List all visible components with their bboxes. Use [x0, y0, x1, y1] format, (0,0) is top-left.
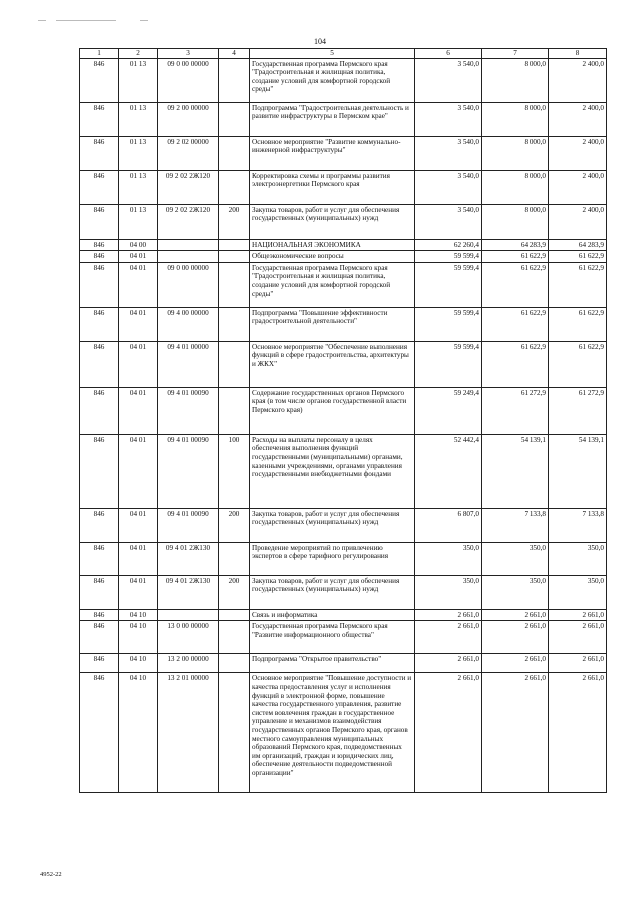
cell-target-article: 09 4 00 00000	[158, 307, 219, 341]
cell-amount-col6: 2 661,0	[415, 654, 482, 673]
table-row	[80, 102, 607, 136]
cell-admin-code: 846	[80, 575, 119, 609]
cell-target-article: 09 4 01 00090	[158, 434, 219, 508]
cell-target-article: 09 4 01 00090	[158, 387, 219, 434]
cell-amount-col6: 59 249,4	[415, 387, 482, 434]
cell-amount-col6: 59 599,4	[415, 307, 482, 341]
cell-amount-col8: 54 139,1	[549, 434, 607, 508]
table-row	[80, 434, 607, 508]
cell-target-article: 09 4 01 00090	[158, 508, 219, 542]
cell-section: 04 01	[119, 262, 158, 307]
cell-target-article	[158, 239, 219, 251]
cell-name: Общеэкономические вопросы	[250, 251, 415, 263]
cell-section: 04 01	[119, 575, 158, 609]
cell-amount-col7: 350,0	[482, 575, 549, 609]
cell-name: Проведение мероприятий по привлечению экспертов в сфере тарифного регулирования	[250, 542, 415, 575]
cell-target-article: 09 4 01 00000	[158, 341, 219, 387]
cell-admin-code: 846	[80, 251, 119, 263]
table-row	[80, 136, 607, 170]
cell-amount-col8: 2 400,0	[549, 204, 607, 239]
cell-admin-code: 846	[80, 136, 119, 170]
cell-target-article	[158, 609, 219, 621]
cell-amount-col6: 350,0	[415, 542, 482, 575]
cell-name: Расходы на выплаты персоналу в целях обеспечения выполнения функций государственными (муниципальными) органами, казенными учреждениями, органами управления государственными внебюджетными фондами	[250, 434, 415, 508]
column-header: 6	[415, 49, 482, 59]
cell-section: 01 13	[119, 170, 158, 204]
cell-target-article: 09 2 00 00000	[158, 102, 219, 136]
table-row	[80, 262, 607, 307]
cell-amount-col8: 61 272,9	[549, 387, 607, 434]
cell-amount-col7: 61 622,9	[482, 307, 549, 341]
cell-section: 04 10	[119, 654, 158, 673]
cell-amount-col8: 61 622,9	[549, 307, 607, 341]
cell-target-article	[158, 251, 219, 263]
cell-target-article: 09 2 02 2Ж120	[158, 204, 219, 239]
cell-expense-type	[219, 307, 250, 341]
cell-expense-type	[219, 251, 250, 263]
cell-name: Основное мероприятие "Повышение доступности и качества предоставления услуг и исполнения функций в электронной форме, повышение качества государственного управления, развитие систем вовлечения граждан в государственное управление и механизмов взаимодействия государственных органов Пермского края, органов местного самоуправления муниципальных образований Пермского края, подведомственных им организаций, граждан и юридических лиц, обеспечение деятельности подведомственной организации"	[250, 673, 415, 793]
cell-amount-col8: 2 661,0	[549, 621, 607, 654]
cell-admin-code: 846	[80, 621, 119, 654]
cell-expense-type	[219, 654, 250, 673]
cell-amount-col7: 2 661,0	[482, 609, 549, 621]
table-row	[80, 170, 607, 204]
cell-name: НАЦИОНАЛЬНАЯ ЭКОНОМИКА	[250, 239, 415, 251]
cell-amount-col7: 64 283,9	[482, 239, 549, 251]
cell-target-article: 13 0 00 00000	[158, 621, 219, 654]
cell-target-article: 09 2 02 2Ж120	[158, 170, 219, 204]
cell-section: 04 01	[119, 434, 158, 508]
cell-admin-code: 846	[80, 673, 119, 793]
cell-expense-type	[219, 387, 250, 434]
cell-expense-type: 200	[219, 508, 250, 542]
cell-section: 01 13	[119, 136, 158, 170]
scan-mark	[38, 20, 46, 21]
cell-amount-col8: 2 661,0	[549, 609, 607, 621]
cell-section: 04 01	[119, 251, 158, 263]
cell-amount-col6: 350,0	[415, 575, 482, 609]
cell-amount-col7: 61 272,9	[482, 387, 549, 434]
cell-name: Содержание государственных органов Пермского края (в том числе органов государственной власти Пермского края)	[250, 387, 415, 434]
cell-admin-code: 846	[80, 387, 119, 434]
cell-name: Государственная программа Пермского края "Градостроительная и жилищная политика, создание условий для комфортной городской среды"	[250, 58, 415, 102]
cell-amount-col8: 350,0	[549, 575, 607, 609]
cell-section: 01 13	[119, 102, 158, 136]
cell-section: 04 00	[119, 239, 158, 251]
table-row	[80, 239, 607, 251]
cell-amount-col6: 62 260,4	[415, 239, 482, 251]
cell-target-article: 13 2 00 00000	[158, 654, 219, 673]
column-header: 5	[250, 49, 415, 59]
cell-expense-type	[219, 170, 250, 204]
cell-amount-col6: 3 540,0	[415, 170, 482, 204]
cell-amount-col8: 7 133,8	[549, 508, 607, 542]
cell-target-article: 09 2 02 00000	[158, 136, 219, 170]
cell-name: Государственная программа Пермского края "Развитие информационного общества"	[250, 621, 415, 654]
cell-admin-code: 846	[80, 239, 119, 251]
table-row	[80, 609, 607, 621]
cell-name: Подпрограмма "Градостроительная деятельность и развитие инфраструктуры в Пермском крае"	[250, 102, 415, 136]
cell-expense-type	[219, 102, 250, 136]
cell-amount-col7: 61 622,9	[482, 262, 549, 307]
cell-name: Основное мероприятие "Развитие коммунально-инженерной инфраструктуры"	[250, 136, 415, 170]
table-row	[80, 673, 607, 793]
cell-name: Связь и информатика	[250, 609, 415, 621]
cell-amount-col6: 59 599,4	[415, 262, 482, 307]
cell-amount-col8: 2 661,0	[549, 654, 607, 673]
cell-expense-type	[219, 239, 250, 251]
cell-amount-col8: 2 400,0	[549, 58, 607, 102]
cell-amount-col7: 2 661,0	[482, 673, 549, 793]
cell-section: 04 01	[119, 387, 158, 434]
cell-expense-type: 200	[219, 204, 250, 239]
cell-admin-code: 846	[80, 204, 119, 239]
cell-admin-code: 846	[80, 508, 119, 542]
cell-amount-col7: 8 000,0	[482, 136, 549, 170]
table-row	[80, 387, 607, 434]
table-row	[80, 251, 607, 263]
cell-amount-col6: 3 540,0	[415, 58, 482, 102]
cell-expense-type	[219, 673, 250, 793]
cell-amount-col7: 2 661,0	[482, 621, 549, 654]
cell-section: 04 10	[119, 621, 158, 654]
cell-amount-col6: 6 807,0	[415, 508, 482, 542]
cell-section: 04 10	[119, 673, 158, 793]
cell-amount-col6: 2 661,0	[415, 621, 482, 654]
cell-amount-col6: 2 661,0	[415, 609, 482, 621]
table-row	[80, 307, 607, 341]
cell-amount-col8: 350,0	[549, 542, 607, 575]
cell-amount-col8: 64 283,9	[549, 239, 607, 251]
column-header: 8	[549, 49, 607, 59]
cell-admin-code: 846	[80, 609, 119, 621]
cell-expense-type	[219, 341, 250, 387]
cell-expense-type: 100	[219, 434, 250, 508]
cell-amount-col8: 2 400,0	[549, 136, 607, 170]
table-row	[80, 204, 607, 239]
cell-section: 04 01	[119, 508, 158, 542]
cell-name: Закупка товаров, работ и услуг для обеспечения государственных (муниципальных) нужд	[250, 204, 415, 239]
cell-target-article: 09 4 01 2Ж130	[158, 542, 219, 575]
table-row	[80, 542, 607, 575]
cell-amount-col7: 8 000,0	[482, 170, 549, 204]
cell-expense-type	[219, 58, 250, 102]
cell-target-article: 09 4 01 2Ж130	[158, 575, 219, 609]
table-row	[80, 654, 607, 673]
cell-admin-code: 846	[80, 654, 119, 673]
column-header: 1	[80, 49, 119, 59]
table-header-row	[80, 49, 607, 59]
column-header: 7	[482, 49, 549, 59]
cell-admin-code: 846	[80, 341, 119, 387]
cell-target-article: 13 2 01 00000	[158, 673, 219, 793]
cell-section: 01 13	[119, 204, 158, 239]
column-header: 4	[219, 49, 250, 59]
cell-admin-code: 846	[80, 307, 119, 341]
cell-amount-col6: 3 540,0	[415, 204, 482, 239]
cell-amount-col8: 61 622,9	[549, 341, 607, 387]
cell-admin-code: 846	[80, 58, 119, 102]
cell-amount-col6: 59 599,4	[415, 251, 482, 263]
cell-amount-col7: 8 000,0	[482, 58, 549, 102]
cell-amount-col8: 2 400,0	[549, 102, 607, 136]
cell-amount-col6: 3 540,0	[415, 136, 482, 170]
cell-amount-col7: 8 000,0	[482, 204, 549, 239]
cell-admin-code: 846	[80, 262, 119, 307]
cell-name: Подпрограмма "Повышение эффективности градостроительной деятельности"	[250, 307, 415, 341]
cell-amount-col7: 8 000,0	[482, 102, 549, 136]
cell-amount-col7: 350,0	[482, 542, 549, 575]
cell-admin-code: 846	[80, 434, 119, 508]
cell-name: Подпрограмма "Открытое правительство"	[250, 654, 415, 673]
cell-admin-code: 846	[80, 102, 119, 136]
cell-name: Корректировка схемы и программы развития электроэнергетики Пермского края	[250, 170, 415, 204]
cell-amount-col6: 59 599,4	[415, 341, 482, 387]
cell-section: 04 01	[119, 307, 158, 341]
cell-amount-col8: 61 622,9	[549, 251, 607, 263]
table-row	[80, 621, 607, 654]
cell-section: 04 10	[119, 609, 158, 621]
budget-table	[79, 48, 607, 793]
table-row	[80, 508, 607, 542]
cell-name: Основное мероприятие "Обеспечение выполнения функций в сфере градостроительства, архитектуры и ЖКХ"	[250, 341, 415, 387]
cell-amount-col8: 61 622,9	[549, 262, 607, 307]
cell-amount-col6: 3 540,0	[415, 102, 482, 136]
cell-target-article: 09 0 00 00000	[158, 262, 219, 307]
scan-mark	[140, 20, 148, 21]
cell-expense-type	[219, 609, 250, 621]
cell-section: 04 01	[119, 542, 158, 575]
cell-amount-col7: 54 139,1	[482, 434, 549, 508]
cell-expense-type	[219, 136, 250, 170]
cell-target-article: 09 0 00 00000	[158, 58, 219, 102]
cell-amount-col8: 2 400,0	[549, 170, 607, 204]
column-header: 3	[158, 49, 219, 59]
cell-expense-type	[219, 621, 250, 654]
table-row	[80, 575, 607, 609]
cell-amount-col7: 2 661,0	[482, 654, 549, 673]
table-row	[80, 58, 607, 102]
cell-admin-code: 846	[80, 170, 119, 204]
table-row	[80, 341, 607, 387]
cell-admin-code: 846	[80, 542, 119, 575]
page-number: 104	[314, 37, 326, 46]
cell-section: 04 01	[119, 341, 158, 387]
cell-amount-col7: 61 622,9	[482, 341, 549, 387]
cell-name: Государственная программа Пермского края "Градостроительная и жилищная политика, создание условий для комфортной городской среды"	[250, 262, 415, 307]
cell-section: 01 13	[119, 58, 158, 102]
cell-amount-col8: 2 661,0	[549, 673, 607, 793]
cell-name: Закупка товаров, работ и услуг для обеспечения государственных (муниципальных) нужд	[250, 575, 415, 609]
scan-mark	[56, 20, 116, 21]
cell-expense-type: 200	[219, 575, 250, 609]
document-code: 4952-22	[40, 871, 62, 878]
cell-expense-type	[219, 262, 250, 307]
cell-amount-col6: 2 661,0	[415, 673, 482, 793]
cell-amount-col6: 52 442,4	[415, 434, 482, 508]
cell-amount-col7: 7 133,8	[482, 508, 549, 542]
column-header: 2	[119, 49, 158, 59]
cell-expense-type	[219, 542, 250, 575]
cell-amount-col7: 61 622,9	[482, 251, 549, 263]
cell-name: Закупка товаров, работ и услуг для обеспечения государственных (муниципальных) нужд	[250, 508, 415, 542]
